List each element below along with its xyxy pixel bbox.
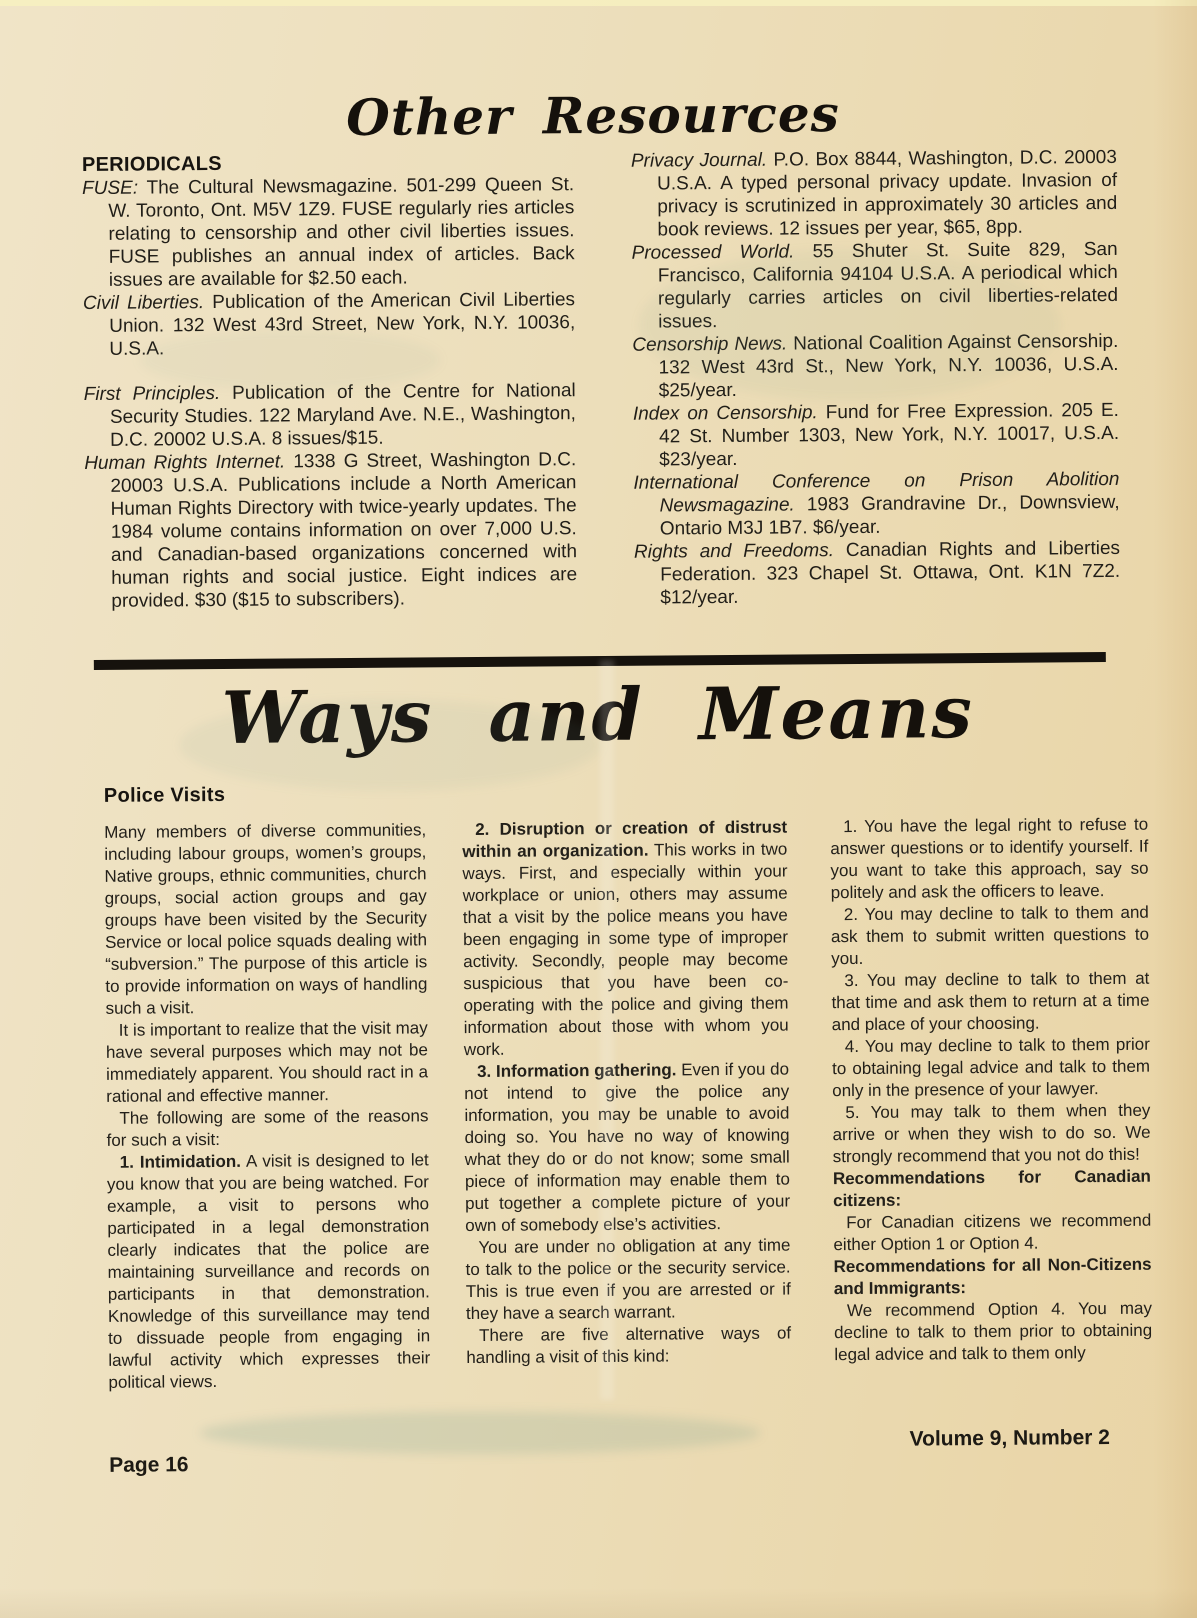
section-title-other-resources: Other Resources xyxy=(346,84,841,147)
periodical-title: Privacy Journal. xyxy=(630,149,768,172)
periodical-title: Civil Liberties. xyxy=(82,292,205,315)
paper-bottom-edge-shade xyxy=(0,1588,1197,1618)
resources-right-column xyxy=(631,146,1121,610)
periodical-text: 1338 G Street, Washington D.C. 20003 U.S.A. Publications include a North American Human Rights Directory with twice-yearly updates. The 1984 volume contains information on over 7,000 U.S. and Canadian-based organizations concerned with human rights and social justice. Eight indices are provided. $30 ($15 to subscribers). xyxy=(110,449,578,612)
paragraph: There are five alternative ways of handling a visit of this kind: xyxy=(466,1323,792,1368)
paragraph: You are under no obligation at any time to talk to the police or the security service. This is true even if you are arrested or if they have a search warrant. xyxy=(465,1235,791,1324)
article-column-3 xyxy=(830,814,1152,1366)
footer-page-number: Page 16 xyxy=(109,1453,189,1477)
section-title-ways-and-means: Ways and Means xyxy=(221,669,975,760)
periodical-text: Publication of the American Civil Liberties Union. 132 West 43rd Street, New York, N.Y. 10036, U.S.A. xyxy=(109,289,576,360)
periodical-title: Processed World. xyxy=(631,241,795,264)
recommendations-heading: Recommendations for Canadian citizens: xyxy=(832,1166,1151,1211)
periodicals-heading: PERIODICALS xyxy=(81,152,222,177)
numbered-paragraph xyxy=(107,1149,431,1394)
periodical-title: Human Rights Internet. xyxy=(84,451,286,475)
periodical-text: 55 Shuter St. Suite 829, San Francisco, California 94104 U.S.A. A periodical which regularly carries articles on civil liberties-related issues. xyxy=(657,238,1119,333)
periodical-entry xyxy=(84,379,577,452)
resources-left-column xyxy=(82,150,578,613)
paragraph-text: A visit is designed to let you know that you are being watched. For example, a visit to persons who participated in a legal demonstration clearly indicates that the police are maintaining surveillance and records on participants in that demonstration. Knowledge of this surveillance may tend to dissuade people from engaging in lawful activity which expresses their political views. xyxy=(106,1150,431,1392)
police-visits-heading: Police Visits xyxy=(103,783,226,807)
periodical-text: Canadian Rights and Liberties Federation. 323 Chapel St. Ottawa, Ont. K1N 7Z2. $12/year. xyxy=(660,537,1121,609)
paper-right-edge-shade xyxy=(1153,0,1197,1618)
periodical-entry xyxy=(633,399,1120,472)
option-paragraph: 4. You may decline to talk to them prior to obtaining legal advice and talk to them only in the presence of your lawyer. xyxy=(831,1034,1151,1101)
numbered-paragraph xyxy=(464,1059,790,1238)
article-column-1 xyxy=(104,819,430,1394)
option-paragraph: 2. You may decline to talk to them and ask them to submit written questions to you. xyxy=(830,902,1150,969)
paragraph: Many members of diverse communities, including labour groups, women’s groups, Native groups, ethnic communities, church groups, social action groups and gay groups have been visited by the Security Service or local police squads dealing with “subversion.” The purpose of this article is to provide information on ways of handling such a visit. xyxy=(104,820,428,1018)
paragraph: It is important to realize that the visit may have several purposes which may not be immediately apparent. You should ract in a rational and effective manner. xyxy=(105,1018,429,1106)
section-divider-rule xyxy=(94,652,1106,670)
periodical-text: 1983 Grandravine Dr., Downsview, Ontario M3J 1B7. $6/year. xyxy=(659,491,1120,540)
paragraph-lead: 1. Intimidation. xyxy=(119,1151,242,1172)
periodical-entry xyxy=(82,173,575,292)
paragraph: We recommend Option 4. You may decline to talk to them prior to obtaining legal advice and talk to them only xyxy=(834,1298,1153,1365)
periodical-text: Fund for Free Expression. 205 E. 42 St. Number 1303, New York, N.Y. 10017, U.S.A. $23/year. xyxy=(658,399,1120,471)
paragraph-text: Even if you do not intend to give the police any information, you may be unable to avoid doing so. You have no way of knowing what they do or do not know; some small piece of information may enable them to put together a complete picture of your own of somebody else’s activities. xyxy=(464,1059,791,1236)
periodical-entry xyxy=(84,448,577,613)
periodical-entry xyxy=(633,468,1120,541)
option-paragraph: 5. You may talk to them when they arrive or when they wish to do so. We strongly recommend that you not do this! xyxy=(832,1100,1151,1167)
periodical-title: Index on Censorship. xyxy=(632,402,818,425)
periodical-text: The Cultural Newsmagazine. 501-299 Queen St. W. Toronto, Ont. M5V 1Z9. FUSE regularly ries articles relating to censorship and other civil liberties issues. FUSE publishes an annual index of articles. Back issues are available for $2.50 each. xyxy=(108,174,575,291)
option-paragraph: 3. You may decline to talk to them at that time and ask them to return at a time and place of your choosing. xyxy=(831,968,1150,1035)
periodical-title: International Conference on Prison Abolition Newsmagazine. xyxy=(633,468,1120,517)
paragraph-lead: 3. Information gathering. xyxy=(476,1060,677,1081)
periodical-title: First Principles. xyxy=(83,382,221,406)
option-paragraph: 1. You have the legal right to refuse to answer questions or to identify yourself. If you want to take this approach, say so politely and ask the officers to leave. xyxy=(830,814,1149,903)
periodical-entry xyxy=(631,146,1118,242)
article-column-2 xyxy=(462,817,791,1370)
periodical-text: National Coalition Against Censorship. 132 West 43rd St., New York, N.Y. 10036, U.S.A. $25/year. xyxy=(658,330,1119,402)
periodical-text: Publication of the Centre for National Security Studies. 122 Maryland Ave. N.E., Washington, D.C. 20002 U.S.A. 8 issues/$15. xyxy=(109,380,576,451)
periodical-entry xyxy=(634,537,1121,610)
periodical-entry xyxy=(632,330,1119,403)
paragraph-text: This works in two ways. First, and especially within your workplace or union, others may assume that a visit by the police means you have been engaging in some type of improper activity. Secondly, people may become suspicious that you have been co-operating with the police and giving them information about those with whom you work. xyxy=(462,839,789,1060)
numbered-paragraph xyxy=(462,817,789,1062)
paragraph-lead: 2. Disruption or creation of distrust within an organization. xyxy=(462,817,788,862)
paragraph: The following are some of the reasons for such a visit: xyxy=(106,1106,429,1150)
periodical-title: Censorship News. xyxy=(632,333,788,356)
periodical-text: P.O. Box 8844, Washington, D.C. 20003 U.S.A. A typed personal privacy update. Invasion of privacy is scrutinized in approximately 30 articles and book reviews. 12 issues per year, $65, 8pp. xyxy=(657,146,1118,241)
periodical-entry xyxy=(632,238,1119,334)
paragraph: For Canadian citizens we recommend either Option 1 or Option 4. xyxy=(833,1210,1152,1255)
periodical-title: FUSE: xyxy=(82,177,139,200)
footer-volume-number: Volume 9, Number 2 xyxy=(909,1426,1111,1451)
periodical-title: Rights and Freedoms. xyxy=(633,540,835,563)
recommendations-heading: Recommendations for all Non-Citizens and Immigrants: xyxy=(833,1254,1152,1299)
periodical-entry xyxy=(83,288,576,361)
